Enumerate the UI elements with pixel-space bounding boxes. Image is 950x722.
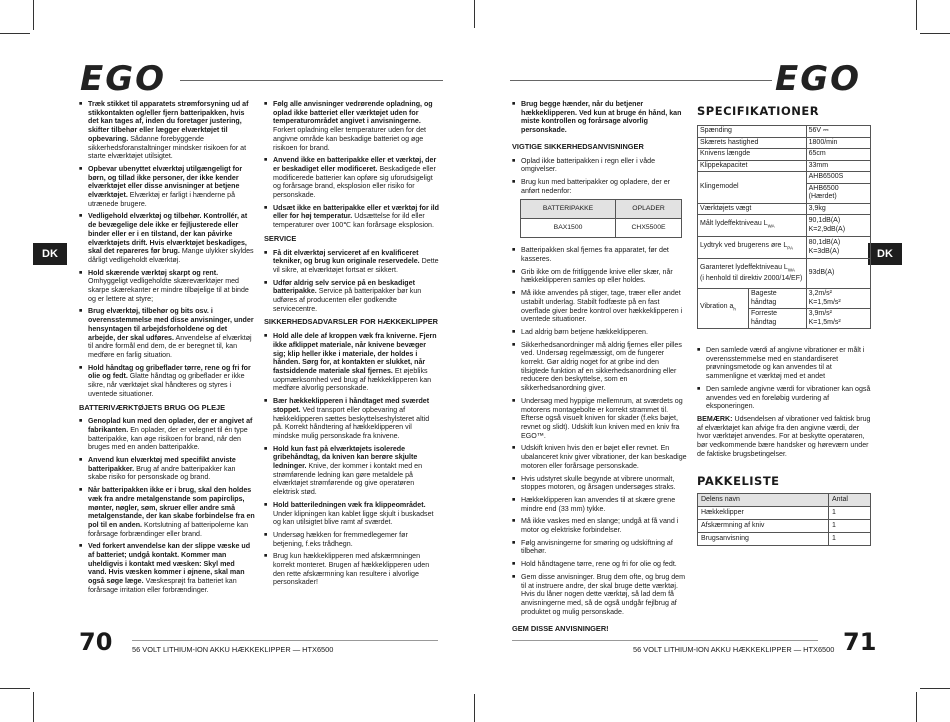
list-item: ■ Den samlede angivne værdi for vibrationer kan også anvendes ved en foreløbig vurdering af eksponeringen. — [697, 385, 873, 411]
list-item — [264, 445, 440, 497]
warning-note — [697, 415, 873, 459]
subscript: h — [733, 306, 736, 312]
table-header: OPLADER — [616, 200, 682, 219]
crop-mark — [474, 0, 475, 28]
list-item-text: Må ikke vaskes med en slange; undgå at få vand i motor og elektriske forbindelser. — [521, 517, 679, 535]
list-item-text: Undersøg med hyppige mellemrum, at sværdets og motorens montagebolte er korrekt strammet til. Efterse også visuelt kniven for skader (f.eks bøjet, revnet og slidt). Udskift kun kniven med en kniv fra EGO™. — [521, 396, 683, 440]
list-item — [512, 517, 688, 534]
table-row — [698, 533, 871, 546]
list-item-bold: Hold håndtag og gribeflader tørre, rene og fri for olie og fedt. — [88, 363, 251, 381]
header-rule-right — [510, 80, 772, 81]
spec-value-text: 90,1dB(A) — [808, 217, 841, 224]
list-item — [512, 268, 688, 285]
list-item-bold: Udfør aldrig selv service på en beskadiget batteripakke. — [273, 278, 415, 296]
crop-mark — [0, 688, 30, 689]
list-item-text: Hækkeklipperen kan anvendes til at skære grene mindre end (33 mm) tykke. — [521, 495, 676, 513]
spec-value: 93dB(A) — [806, 259, 870, 289]
subscript: WA — [787, 267, 795, 273]
list-item — [264, 552, 440, 587]
crop-mark — [916, 692, 917, 722]
spec-label — [698, 259, 807, 289]
list-item-bold: Vedligehold elværktøj og tilbehør. Kontrollér, at de bevægelige dele ikke er fejljusterede eller binder eller er i en tilstand, der kan påvirke elværktøjets drift. Hvis elværktøjet beskadiges, skal det repareres før brug. — [88, 212, 248, 256]
list-item-text: Dette vil sikre, at elværktøjet fortsat er sikkert. — [273, 257, 439, 274]
spec-value — [806, 309, 870, 329]
table-row — [698, 520, 871, 533]
header-rule-left — [180, 80, 443, 81]
table-header: BATTERIPAKKE — [521, 200, 616, 219]
list-item-text: Gem disse anvisninger. Brug dem ofte, og brug dem til at instruere andre, der skal bruge dette værktøj. Hvis du låner nogen dette værktøj, så lad dem få anvisningerne med, så de også undgår fejlbrug af produktet og mulig personskade. — [521, 572, 686, 616]
language-tab-left: DK — [33, 243, 67, 265]
spec-value: 1800/min — [806, 137, 870, 149]
table-header: Antal — [829, 494, 871, 507]
right-column-1 — [512, 100, 688, 620]
page-number-left: 70 — [79, 628, 113, 656]
list-item-bold: Hold kun fast på elværktøjets isolerede gribehåndtag, da kniven kan berøre skjulte ledninger. — [273, 444, 418, 471]
list-item — [79, 364, 255, 399]
battery-charger-table — [520, 199, 682, 238]
spec-value — [806, 237, 870, 259]
spec-label: Værktøjets vægt — [698, 203, 807, 215]
pack-list-table — [697, 493, 871, 546]
list-item-bold: Brug elværktøj, tilbehør og bits osv. i overensstemmelse med disse anvisninger, under hensyntagen til arbejdsforholdene og det arbejde, der skal udføres. — [88, 307, 254, 342]
list-item — [264, 100, 440, 152]
spec-notes — [697, 346, 873, 458]
list-item — [264, 332, 440, 393]
list-item-text: Et øjebliks uopmærksomhed ved brug af hækkeklipperen kan medføre alvorlig personskade. — [273, 366, 432, 393]
spec-sublabel: Forreste håndtag — [749, 309, 807, 329]
list-item — [512, 539, 688, 556]
list-item-text: Brug af andre batteripakker kan skabe risiko for personskade og brand. — [88, 464, 236, 482]
spec-label — [698, 289, 749, 329]
spec-label: Spænding — [698, 126, 807, 138]
list-item-bold: Ved forkert anvendelse kan der slippe væske ud af batteriet; undgå kontakt. Kommer man uheldigvis i kontakt med væsken: Skyl med vand. Hvis væsken kommer i øjnene, skal man også søge læge. — [88, 542, 251, 586]
list-item — [512, 444, 688, 470]
list-item-text: Lad aldrig børn betjene hækkeklipperen. — [521, 327, 648, 336]
list-item-text: Forkert opladning eller temperaturer uden for det angivne område kan beskadige batteriet og øge risikoen for brand. — [273, 126, 426, 152]
list-item — [512, 573, 688, 617]
list-item — [512, 496, 688, 513]
list-item-bold: Brug begge hænder, når du betjener hækkeklipperen. Ved kun at bruge én hånd, kan miste kontrollen og forårsage alvorlig personskade. — [521, 100, 682, 135]
spec-value-text: K=3dB(A) — [808, 247, 840, 255]
spec-value-text: K=1,5m/s² — [808, 298, 841, 306]
spec-label: Klingemodel — [698, 172, 807, 204]
ego-logo-left: EGO — [80, 59, 167, 99]
spec-value — [806, 289, 870, 309]
list-item — [512, 157, 688, 174]
crop-mark — [920, 688, 950, 689]
list-item-text: Må ikke anvendes på stiger, tage, træer eller andet ustabilt underlag. Stabilt fodfæste på en fast overflade giver bedre kontrol over hækkeklipperen i uventede situationer. — [521, 289, 683, 324]
spec-sublabel: Bageste håndtag — [749, 289, 807, 309]
page-number-right: 71 — [843, 628, 877, 656]
list-item-text: Oplad ikke batteripakken i regn eller i våde omgivelser. — [521, 156, 656, 174]
footer-text-right: 56 VOLT LITHIUM-ION AKKU HÆKKEKLIPPER — HTX6500 — [633, 645, 835, 654]
list-item-bold: Få dit elværktøj serviceret af en kvalificeret tekniker, og brug kun originale reservedele. — [273, 248, 420, 266]
section-heading: SIKKERHEDSADVARSLER FOR HÆKKEKLIPPER — [264, 317, 438, 327]
list-item-text: Omhyggeligt vedligeholdte skæreværktøjer med skarpe skærekanter er mindre tilbøjelige til at binde og er lettere at styre; — [88, 277, 249, 303]
list-item — [79, 269, 255, 304]
list-item-text: Udsættelse for ild eller temperaturer over 100℃ kan forårsage eksplosion. — [273, 212, 434, 230]
list-item — [512, 328, 688, 337]
list-item — [264, 204, 440, 230]
spec-title: SPECIFIKATIONER — [697, 104, 820, 118]
spec-label-text: Vibration a — [700, 303, 734, 311]
list-item-text: Batteripakken skal fjernes fra apparatet, før det kasseres. — [521, 246, 669, 264]
table-cell: Afskærmning af kniv — [698, 520, 829, 533]
spec-label: Skærets hastighed — [698, 137, 807, 149]
spec-value: 65cm — [806, 149, 870, 161]
list-item — [79, 165, 255, 209]
left-column-2 — [264, 100, 440, 591]
list-item — [512, 246, 688, 263]
list-item-bold: Udsæt ikke en batteripakke eller et værktøj for ild eller for høj temperatur. — [273, 203, 439, 221]
list-item-text: Udskift kniven hvis den er bøjet eller revnet. En ubalanceret kniv giver vibrationer, der kan beskadige motoren eller forårsage personskade. — [521, 444, 687, 470]
table-cell: BAX1500 — [521, 219, 616, 238]
list-item — [512, 178, 688, 195]
list-item — [264, 156, 440, 200]
list-item-bold: Anvend ikke en batteripakke eller et værktøj, der er beskadiget eller modificeret. — [273, 156, 437, 173]
list-item-text: Knive, der kommer i kontakt med en strømførende ledning kan gøre metaldele på elværktøjet strømførende og give operatøren elektrisk stød. — [273, 462, 423, 497]
table-row — [698, 507, 871, 520]
table-cell: 1 — [829, 520, 871, 533]
spec-value: 33mm — [806, 160, 870, 172]
list-item — [512, 475, 688, 492]
list-item-text: Under klipningen kan kablet ligge skjult i buskadset og kan utilsigtet blive ramt af sværdet. — [273, 509, 434, 527]
table-cell: CHX5500E — [616, 219, 682, 238]
list-item — [512, 341, 688, 393]
footer-text-left: 56 VOLT LITHIUM-ION AKKU HÆKKEKLIPPER — HTX6500 — [132, 645, 334, 654]
table-cell: 1 — [829, 533, 871, 546]
table-cell: Brugsanvisning — [698, 533, 829, 546]
list-item-text: En oplader, der er velegnet til én type batteripakke, kan øge risikoen for brand, når den bruges med en anden batteripakke. — [88, 425, 248, 452]
list-item: ■ Den samlede værdi af angivne vibrationer er målt i overensstemmelse med en standardiseret prøvningsmetode og kan anvendes til at sammenligne et værktøj med et andet — [697, 346, 873, 381]
list-item — [264, 531, 440, 548]
list-item — [512, 100, 688, 135]
spec-value: AHB6500 (Hærdet) — [806, 183, 870, 203]
section-heading: SERVICE — [264, 233, 297, 243]
list-item-bold: Opbevar ubenyttet elværktøj utilgængeligt for børn, og tillad ikke personer, der ikke kender elværktøjet eller disse anvisninger at betjene elværktøjet. — [88, 164, 243, 200]
table-cell: 1 — [829, 507, 871, 520]
spec-value-text: 80,1dB(A) — [808, 239, 841, 246]
list-item-bold: Når batteripakken ikke er i brug, skal den holdes væk fra andre metalgenstande som papirclips, mønter, nøgler, søm, skruer eller andre små metalgenstande, der kan skabe forbindelse fra en pol til en anden. — [88, 486, 255, 529]
spec-label — [698, 237, 807, 259]
list-item-text: Beskadigede eller modificerede batterier kan opføre sig uforudsigeligt og forårsage brand, eksplosion eller risiko for personskade. — [273, 164, 436, 200]
spec-value: AHB6500S — [806, 172, 870, 184]
list-item — [79, 542, 255, 594]
list-item-text: Elværktøj er farligt i hænderne på utrænede brugere. — [88, 191, 236, 208]
list-item-text: Glatte håndtag og gribeflader er ikke sikre, når værktøjet skal håndteres og styres i uventede situationer. — [88, 372, 245, 398]
footer-rule-right — [512, 640, 818, 641]
spec-value-text: K=2,9dB(A) — [808, 225, 846, 233]
list-item-text: Service på batteripakker bør kun udføres af producenten eller godkendte servicecentre. — [273, 287, 422, 313]
list-item-bold: Genoplad kun med den oplader, der er angivet af fabrikanten. — [88, 417, 253, 434]
list-item — [79, 486, 255, 538]
list-item — [264, 397, 440, 441]
list-item — [512, 289, 688, 324]
crop-mark — [916, 0, 917, 30]
spec-table — [697, 125, 871, 329]
list-item-bold: Anvend kun elværktøj med specifikt anviste batteripakker. — [88, 456, 236, 473]
spec-value-text: 3,2m/s² — [808, 290, 832, 297]
list-item — [79, 100, 255, 161]
list-item-text: Brug kun med batteripakker og opladere, der er anført nedenfor: — [521, 177, 671, 195]
list-item-text: Sådanne forebyggende sikkerhedsforanstaltninger mindsker risikoen for at starte elværktøjet utilsigtet. — [88, 134, 247, 161]
spec-label-text: Lydtryk ved brugerens øre L — [700, 242, 788, 250]
table-header: Delens navn — [698, 494, 829, 507]
footer-rule-left — [132, 640, 438, 641]
list-item-text: Hvis udstyret skulle begynde at vibrere unormalt, stoppes motoren, og årsagen undersøges straks. — [521, 474, 676, 492]
section-heading: VIGTIGE SIKKERHEDSANVISNINGER — [512, 141, 644, 151]
list-item-bold: Hold skærende værktøj skarpt og rent. — [88, 268, 219, 277]
crop-mark — [33, 0, 34, 30]
crop-mark — [474, 694, 475, 722]
warning-text: Udsendelsen af vibrationer ved faktisk brug af elværktøjet kan afvige fra den angivne værdi, der hvor værktøjet anvendes. For at beskytte operatøren, bør vedkommende bære handsker og høreværn under de faktiske brugsbetingelser. — [697, 414, 871, 458]
list-item-text: Brug kun hækkeklipperen med afskærmningen korrekt monteret. Brugen af hækkeklipperen uden den rette afskærmning kan resultere i alvorlige personskader! — [273, 552, 430, 587]
spec-value: 3,9kg — [806, 203, 870, 215]
ego-logo-right: EGO — [775, 59, 862, 99]
left-column-1 — [79, 100, 255, 599]
list-item-text: Kortslutning af batteripolerne kan forårsage forbrændinger eller brand. — [88, 520, 249, 538]
list-item — [264, 249, 440, 275]
list-item — [79, 212, 255, 264]
subscript: WA — [767, 223, 775, 229]
pack-title: PAKKELISTE — [697, 474, 780, 488]
list-item-bold: Hold batteriledningen væk fra klippeområdet. — [273, 500, 426, 509]
list-item-text: Følg anvisningerne for smøring og udskiftning af tilbehør. — [521, 538, 673, 556]
subscript: PA — [787, 245, 793, 251]
spec-value-text: 3,9m/s² — [808, 310, 832, 317]
list-item — [264, 501, 440, 527]
list-item-text: Mange ulykker skyldes dårligt vedligeholdt elværktøj. — [88, 247, 254, 264]
spec-label: Knivens længde — [698, 149, 807, 161]
spec-label-text: (i henhold til direktiv 2000/14/EF) — [700, 274, 803, 282]
spec-label: Klippekapacitet — [698, 160, 807, 172]
list-item-text: Sikkerhedsanordninger må aldrig fjernes eller pilles ved. Undersøg regelmæssigt, om de fungerer korrekt. Gør aldrig noget for at gribe ind den tilsigtede funktion af en sikkerhedsanordning eller reducere den beskyttelse, som en sikkerhedsanordning giver. — [521, 340, 682, 393]
spec-value-text: K=1,5m/s² — [808, 318, 841, 326]
spec-label — [698, 215, 807, 237]
list-item-bold: Følg alle anvisninger vedrørende opladning, og oplad ikke batteriet eller værktøjet uden for temperaturområdet angivet i anvisningerne. — [273, 100, 433, 126]
save-instructions-text: GEM DISSE ANVISNINGER! — [512, 624, 609, 633]
list-item — [512, 397, 688, 441]
list-item — [79, 417, 255, 452]
list-item — [79, 456, 255, 482]
list-item-text: Grib ikke om de fritliggende knive eller skær, når hækkeklipperen samles op eller holdes. — [521, 267, 673, 285]
list-item-bold: Træk stikket til apparatets strømforsyning ud af stikkontakten og/eller fjern batteripakken, hvis det kan tages af, inden du foretager justering, skifter tilbehør eller lægger elværktøjet til opbevaring. — [88, 100, 249, 143]
spec-value — [806, 215, 870, 237]
list-item-bold: Bær hækkeklipperen i håndtaget med sværdet stoppet. — [273, 397, 430, 414]
language-tab-right: DK — [868, 243, 902, 265]
list-item-text: Anvendelse af elværktøj til andre formål end dem, de er beregnet til, kan medføre en farlig situation. — [88, 333, 252, 359]
list-item — [512, 560, 688, 569]
list-item-text: Væskesprøjt fra batteriet kan forårsage irritation eller forbrændinger. — [88, 577, 237, 594]
spec-label-text: Målt lydeffektniveau L — [700, 220, 768, 228]
list-item-text: Ved transport eller opbevaring af hækkeklipperen sættes beskyttelseshylsteret altid på. Korrekt håndtering af hækkeklipperen vil mindske mulig personskade fra knivene. — [273, 405, 430, 440]
crop-mark — [33, 692, 34, 722]
table-cell: Hækkeklipper — [698, 507, 829, 520]
list-item — [264, 279, 440, 314]
list-item-text: Hold håndtagene tørre, rene og fri for olie og fedt. — [521, 560, 677, 569]
list-item-text: Undersøg hækken for fremmedlegemer før betjening, f.eks trådhegn. — [273, 530, 408, 548]
crop-mark — [0, 33, 30, 34]
crop-mark — [920, 33, 950, 34]
section-heading: BATTERIVÆRKTØJETS BRUG OG PLEJE — [79, 402, 226, 412]
spec-label-text: Garanteret lydeffektniveau L — [700, 263, 788, 271]
spec-value: 56V ⎓ — [806, 126, 870, 138]
list-item — [79, 307, 255, 359]
list-item-bold: Hold alle dele af kroppen væk fra kniverne. Fjern ikke afklippet materiale, når knivene bevæger sig; klip heller ikke i materiale, der holdes i hånden. Sørg for, at kontakten er slukket, når fastsiddende materiale skal fjernes. — [273, 332, 437, 375]
warning-label: BEMÆRK: — [697, 414, 733, 423]
